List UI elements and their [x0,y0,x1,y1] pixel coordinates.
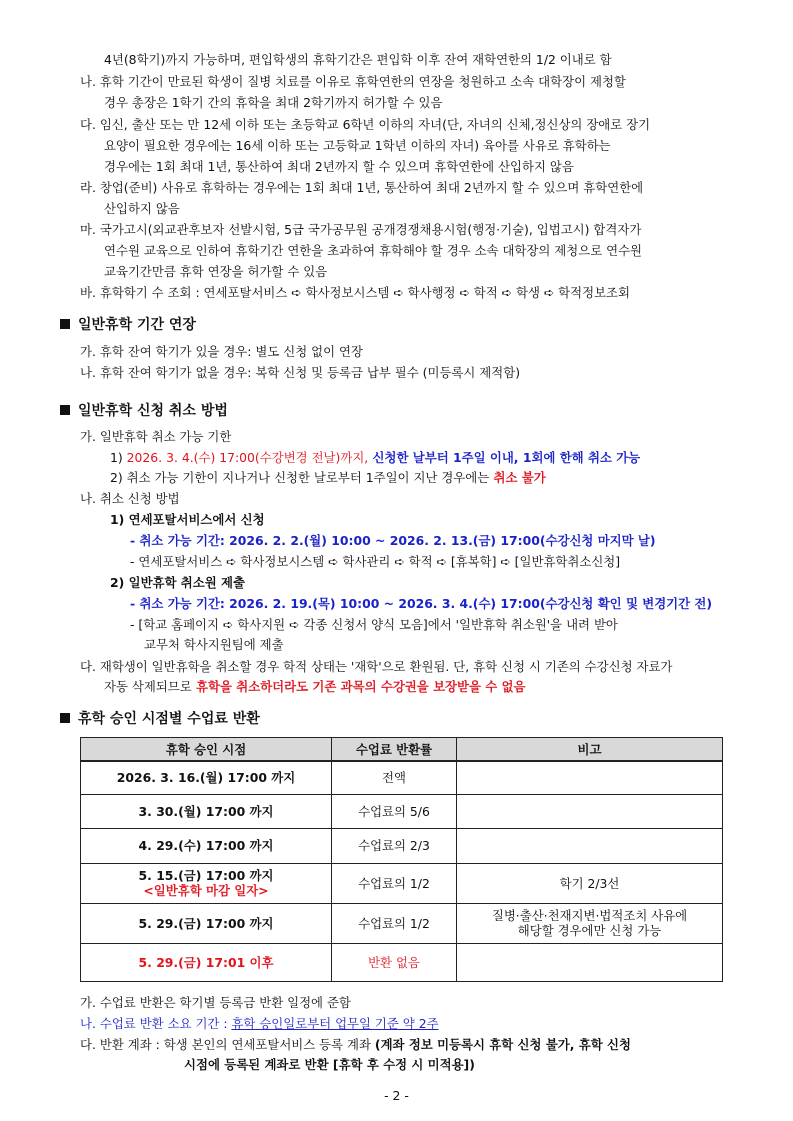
page-number: - 2 - [384,1088,409,1103]
item-ma-line2: 연수원 교육으로 인하여 휴학기간 연한을 초과하여 휴학해야 할 경우 소속 대학장의 제청으로 연수원 [104,243,643,258]
row-date: 5. 29.(금) 17:00 까지 [81,903,332,943]
row-date-deadline-label: <일반휴학 마감 일자> [143,883,269,898]
cancel-da-warning: 휴학을 취소하더라도 기존 과목의 수강권을 보장받을 수 없음 [191,679,526,694]
row-date-main: 5. 15.(금) 17:00 까지 [138,868,274,883]
cancel-item-ga: 가. 일반휴학 취소 가능 기한 [80,429,232,444]
cancel-deadline-1 [110,450,640,466]
refund-period-label: 나. 수업료 반환 소요 기간 : [80,1016,232,1031]
table-row [81,943,723,981]
section-refund-label: 휴학 승인 시점별 수업료 반환 [78,711,260,727]
row-rate: 수업료의 2/3 [332,828,457,863]
refund-item-da-line2: 시점에 등록된 계좌로 반환 [휴학 후 수정 시 미적용]) [184,1057,475,1072]
item-ra-line2: 산입하지 않음 [104,201,180,216]
row-date: 4. 29.(수) 17:00 까지 [81,828,332,863]
row-note [457,903,723,943]
refund-item-na [80,1016,439,1032]
item-ma-line3: 교육기간만큼 휴학 연장을 허가할 수 있음 [104,264,328,279]
cancel-method-1-title: 1) 연세포탈서비스에서 신청 [110,512,265,527]
item-ma-line1: 마. 국가고시(외교관후보자 선발시험, 5급 국가공무원 공개경쟁채용시험(행정·기술), 입법고시) 합격자가 [80,222,642,237]
item-ra-line1: 라. 창업(준비) 사유로 휴학하는 경우에는 1회 최대 1년, 통산하여 최대 2년까지 할 수 있으며 휴학연한에 [80,180,644,195]
table-row [81,863,723,903]
header-refund-rate: 수업료 반환률 [332,738,457,762]
cancel-method-1-path: - 연세포탈서비스 ➪ 학사정보시스템 ➪ 학사관리 ➪ 학적 ➪ [휴복학] ➪ [일반휴학취소신청] [130,554,621,569]
refund-account-note: (계좌 정보 미등록시 휴학 신청 불가, 휴학 신청 [374,1037,631,1052]
section-refund-title [60,710,260,728]
refund-item-ga: 가. 수업료 반환은 학기별 등록금 반환 일정에 준함 [80,995,351,1010]
row-note [457,828,723,863]
row-note-line2: 해당할 경우에만 신청 가능 [517,923,662,938]
cancel-deadline-2 [110,470,546,486]
cancel-method-2-period: - 취소 가능 기간: 2026. 2. 19.(목) 10:00 ~ 2026. 3. 4.(수) 17:00(수강신청 확인 및 변경기간 전) [130,596,713,611]
row-note [457,943,723,981]
row-rate: 수업료의 5/6 [332,794,457,828]
row-rate: 수업료의 1/2 [332,903,457,943]
refund-item-da-line1 [80,1037,631,1053]
cancel-method-2-title: 2) 일반휴학 취소원 제출 [110,575,245,590]
item-ba-lookup-path: 바. 휴학학기 수 조회 : 연세포탈서비스 ➪ 학사정보시스템 ➪ 학사행정 ➪ 학적 ➪ 학생 ➪ 학적정보조회 [80,285,630,300]
cancel-deadline-2-text: 2) 취소 가능 기한이 지나거나 신청한 날로부터 1주일이 지난 경우에는 [110,470,490,485]
item-na-line2: 경우 총장은 1학기 간의 휴학을 최대 2학기까지 허가할 수 있음 [104,95,443,110]
table-row [81,761,723,794]
section-extension-title [60,316,196,334]
cancel-deadline-condition: 신청한 날부터 1주일 이내, 1회에 한해 취소 가능 [368,450,641,465]
extension-item-na: 나. 휴학 잔여 학기가 없을 경우: 복학 신청 및 등록금 납부 필수 (미등록시 제적함) [80,365,521,380]
cancel-da-text: 자동 삭제되므로 [104,679,192,694]
row-date: 2026. 3. 16.(월) 17:00 까지 [81,761,332,794]
cancel-method-2-path-2: 교무처 학사지원팀에 제출 [144,637,284,652]
section-cancel-title [60,402,228,420]
refund-period-value: 휴학 승인일로부터 업무일 기준 약 2주 [231,1016,439,1031]
cancel-method-1-period: - 취소 가능 기간: 2026. 2. 2.(월) 10:00 ~ 2026. 2. 13.(금) 17:00(수강신청 마지막 날) [130,533,656,548]
row-note: 학기 2/3선 [457,863,723,903]
row-date [81,863,332,903]
cancel-deadline-1-prefix: 1) [110,450,127,465]
table-header-row [81,738,723,762]
refund-table [80,737,723,982]
header-approval-time: 휴학 승인 시점 [81,738,332,762]
table-row [81,794,723,828]
cancel-item-da-line1: 다. 재학생이 일반휴학을 취소할 경우 학적 상태는 '재학'으로 환원됨. 단, 휴학 신청 시 기존의 수강신청 자료가 [80,659,673,674]
table-row [81,828,723,863]
item-da-line1: 다. 임신, 출산 또는 만 12세 이하 또는 초등학교 6학년 이하의 자녀(단, 자녀의 신체,정신상의 장애로 장기 [80,117,651,132]
row-note [457,794,723,828]
item-da-line3: 경우에는 1회 최대 1년, 통산하여 최대 2년까지 할 수 있으며 휴학연한에 산입하지 않음 [104,159,574,174]
row-note [457,761,723,794]
extension-item-ga: 가. 휴학 잔여 학기가 있을 경우: 별도 신청 없이 연장 [80,344,363,359]
item-da-line2: 요양이 필요한 경우에는 16세 이하 또는 고등학교 1학년 이하의 자녀) 육아를 사유로 휴학하는 [104,138,611,153]
table-row [81,903,723,943]
section-cancel-label: 일반휴학 신청 취소 방법 [78,403,228,419]
row-date: 3. 30.(월) 17:00 까지 [81,794,332,828]
refund-account-text: 다. 반환 계좌 : 학생 본인의 연세포탈서비스 등록 계좌 [80,1037,375,1052]
item-na-line1: 나. 휴학 기간이 만료된 학생이 질병 치료를 이유로 휴학연한의 연장을 청원하고 소속 대학장이 제청할 [80,74,626,89]
cancel-deadline-date: 2026. 3. 4.(수) 17:00(수강변경 전날)까지, [126,450,369,465]
cancel-item-da-line2 [104,679,525,695]
section-extension-label: 일반휴학 기간 연장 [78,317,196,333]
row-note-line1: 질병·출산·천재지변·법적조치 사유에 [491,908,688,923]
row-rate: 반환 없음 [332,943,457,981]
bullet-square-icon [60,405,70,415]
bullet-square-icon [60,713,70,723]
cancel-method-2-path-1: - [학교 홈페이지 ➪ 학사지원 ➪ 각종 신청서 양식 모음]에서 '일반휴학 취소원'을 내려 받아 [130,617,618,632]
header-note: 비고 [457,738,723,762]
cancel-item-na: 나. 취소 신청 방법 [80,491,180,506]
intro-continuation: 4년(8학기)까지 가능하며, 편입학생의 휴학기간은 편입학 이후 잔여 재학연한의 1/2 이내로 함 [104,52,612,67]
cancel-not-allowed: 취소 불가 [489,470,546,485]
row-rate: 전액 [332,761,457,794]
row-rate: 수업료의 1/2 [332,863,457,903]
bullet-square-icon [60,319,70,329]
row-date: 5. 29.(금) 17:01 이후 [81,943,332,981]
